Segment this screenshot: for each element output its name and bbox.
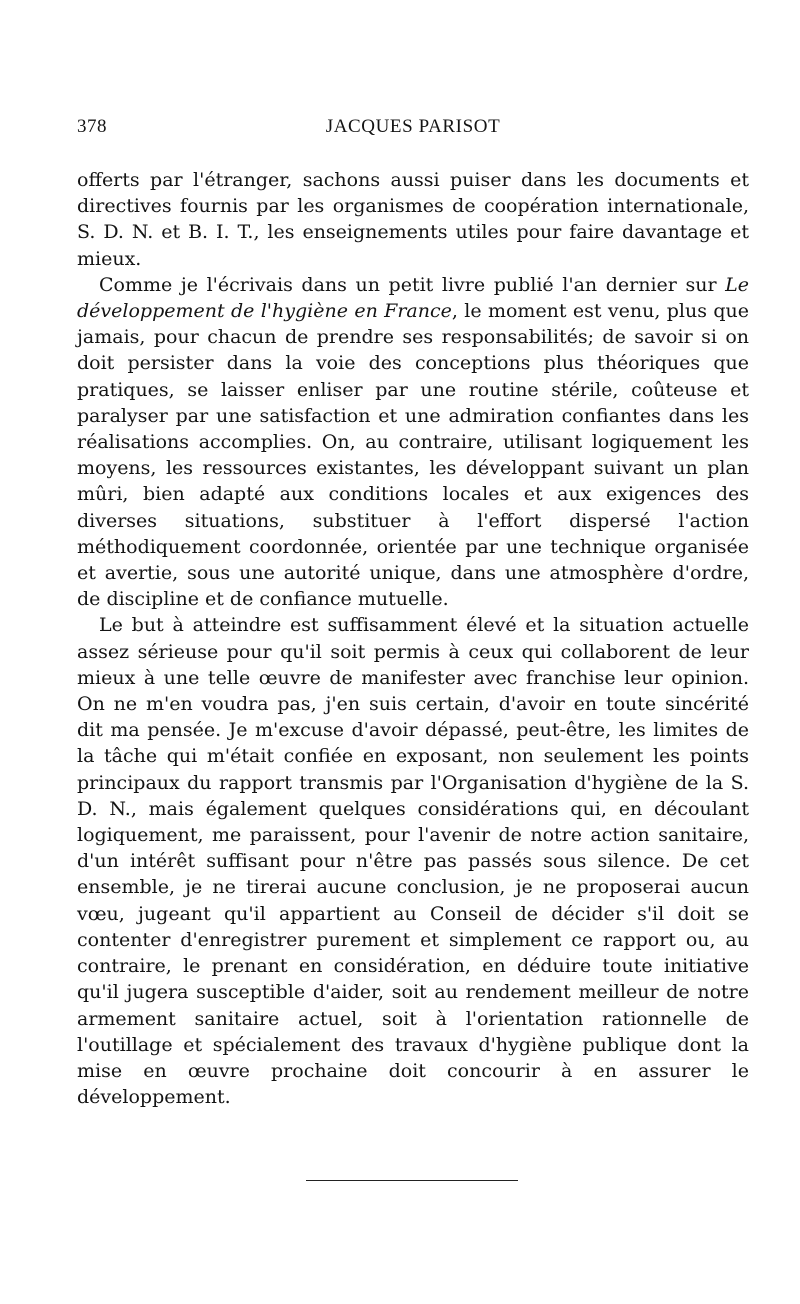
body-text [77, 167, 749, 1110]
paragraph-1: offerts par l'étranger, sachons aussi puiser dans les documents et directives fournis par les organismes de coopération internationale, S. D. N. et B. I. T., les enseignements utiles pour faire davantage et mieux. [77, 169, 749, 270]
paragraph-3: Le but à atteindre est suffisamment élevé et la situation actuelle assez sérieuse pour qu'il soit permis à ceux qui collaborent de leur mieux à une telle œuvre de manifester avec franchise leur opinion. On ne m'en voudra pas, j'en suis certain, d'avoir en toute sincérité dit ma pensée. Je m'excuse d'avoir dépassé, peut-être, les limites de la tâche qui m'était confiée en exposant, non seulement les points principaux du rapport transmis par l'Organisation d'hygiène de la S. D. N., mais également quelques considérations qui, en découlant logiquement, me paraissent, pour l'avenir de notre action sanitaire, d'un intérêt suffisant pour n'être pas passés sous silence. De cet ensemble, je ne tirerai aucune conclusion, je ne proposerai aucun vœu, jugeant qu'il appartient au Conseil de décider s'il doit se contenter d'enregistrer purement et simplement ce rapport ou, au contraire, le prenant en considération, en déduire toute initiative qu'il jugera susceptible d'aider, soit au rendement meilleur de notre armement sanitaire actuel, soit à l'orientation rationnelle de l'outillage et spécialement des travaux d'hygiène publique dont la mise en œuvre prochaine doit concourir à en assurer le développement. [77, 614, 749, 1109]
running-title: JACQUES PARISOT [325, 116, 501, 137]
book-title-italic: Le développement de l'hygiène en France [77, 273, 749, 323]
page-number: 378 [77, 116, 107, 137]
paragraph-2-lead: Comme je l'écrivais dans un petit livre publié l'an dernier sur [99, 273, 726, 296]
running-head [77, 116, 749, 146]
paragraph-2 [77, 272, 749, 613]
end-rule-divider [306, 1180, 518, 1181]
paragraph-2-rest: , le moment est venu, plus que jamais, pour chacun de prendre ses responsabilités; de savoir si on doit persister dans la voie des conceptions plus théoriques que pratiques, se laisser enliser par une routine stérile, coûteuse et paralyser par une satisfaction et une admiration confiantes dans les réalisations accomplies. On, au contraire, utilisant logiquement les moyens, les ressources existantes, les développant suivant un plan mûri, bien adapté aux conditions locales et aux exigences des diverses situations, substituer à l'effort dispersé l'action méthodiquement coordonnée, orientée par une technique organisée et avertie, sous une autorité unique, dans une atmosphère d'ordre, de discipline et de confiance mutuelle. [77, 300, 749, 611]
